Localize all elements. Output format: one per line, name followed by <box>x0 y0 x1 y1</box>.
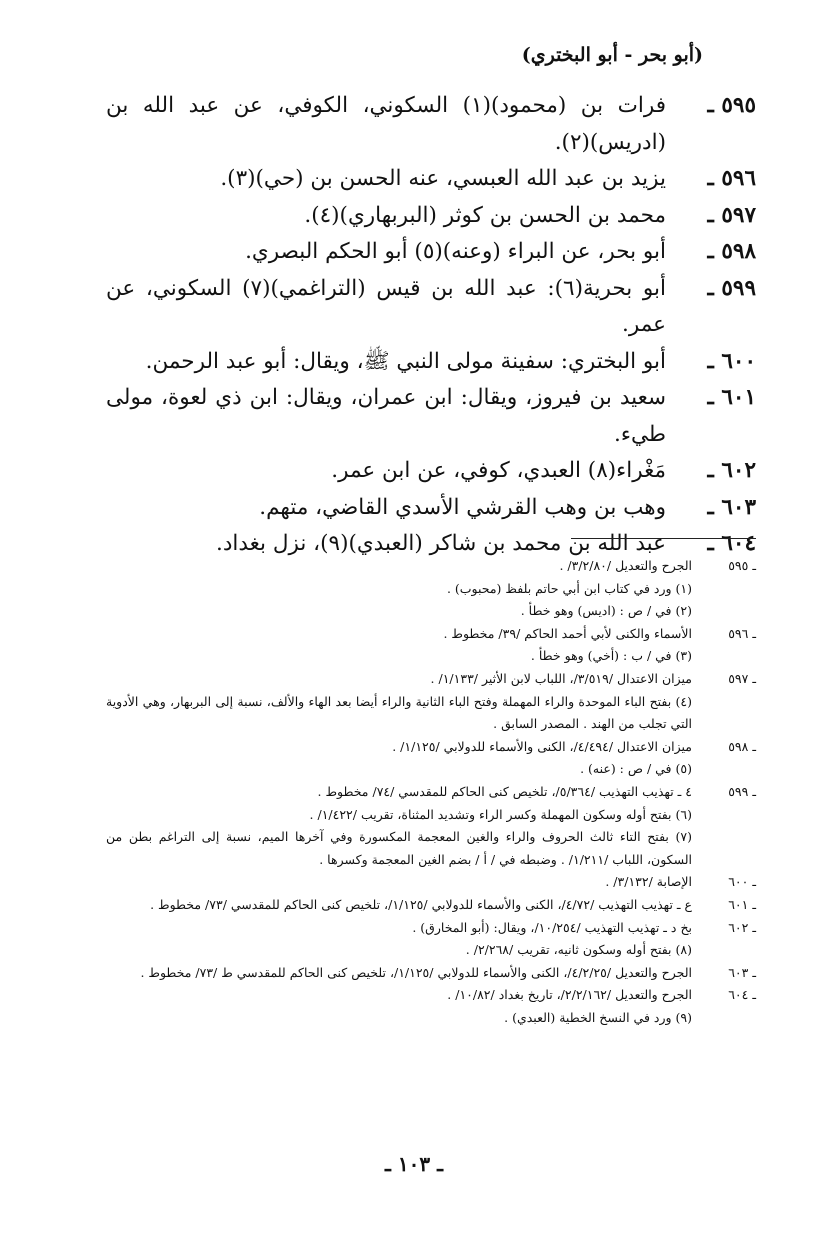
footnote-number: ـ ٦٠٢ <box>728 919 756 935</box>
footnote <box>106 600 756 623</box>
footnote-text: ميزان الاعتدال /٣/٥١٩/، اللباب لابن الأثير /١/١٣٣/ . <box>430 670 692 686</box>
footnote-text: بخ د ـ تهذيب التهذيب /١٠/٢٥٤/، ويقال: (أبو المخارق) . <box>412 919 692 935</box>
entry-text: فرات بن (محمود)(١) السكوني، الكوفي، عن عبد الله بن (ادريس)(٢). <box>106 93 666 155</box>
entry-595 <box>106 88 756 161</box>
footnote-text: (٩) ورد في النسخ الخطية (العبدي) . <box>504 1009 692 1025</box>
footnote-number: ـ ٦٠٠ <box>728 874 756 890</box>
entry-text: أبو بحر، عن البراء (وعنه)(٥) أبو الحكم البصري. <box>245 239 666 264</box>
entry-number: ٦٠٢ ـ <box>707 458 756 483</box>
footnote-divider <box>571 538 756 539</box>
entry-text: عبد الله بن محمد بن شاكر (العبدي)(٩)، نزل بغداد. <box>216 531 666 556</box>
footnote <box>106 917 756 940</box>
entry-number: ٥٩٧ ـ <box>707 202 756 228</box>
footnote <box>106 781 756 804</box>
footnote-number: ـ ٥٩٥ <box>728 558 756 573</box>
footnote <box>106 758 756 781</box>
entry-text: وهب بن وهب القرشي الأسدي القاضي، متهم. <box>259 494 666 520</box>
footnote <box>106 668 756 691</box>
footnote-number: ـ ٦٠٣ <box>728 964 756 980</box>
footnote-text: ميزان الاعتدال /٤/٤٩٤/، الكنى والأسماء للدولابي /١/١٢٥/ . <box>392 738 692 754</box>
footnote-number: ـ ٥٩٦ <box>728 625 756 641</box>
footnote <box>106 939 756 962</box>
footnote <box>106 871 756 894</box>
footnote-text: (٤) بفتح الباء الموحدة والراء المهملة وفتح الباء الثانية والراء أيضا بعد الهاء والألف، نسبة إلى البربهار، وهي الأدوية التي تجلب من الهند . المصدر السابق . <box>106 693 692 732</box>
footnote <box>106 623 756 646</box>
entry-number: ٥٩٩ ـ <box>707 275 756 301</box>
footnote-text: (٧) بفتح التاء ثالث الحروف والراء والغين المعجمة المكسورة وفي آخرها الميم، نسبة إلى التراغم بطن من السكون، اللباب /١/٢١١/ . وضبطه في / أ / بضم الغين المعجمة وكسرها . <box>106 829 692 867</box>
footnote-text: (٢) في / ص : (اديس) وهو خطأ . <box>520 603 692 619</box>
footnote-text: ٤ ـ تهذيب التهذيب /٥/٣٦٤/، تلخيص كنى الحاكم للمقدسي /٧٤/ مخطوط . <box>317 783 692 799</box>
running-header: (أبو بحر - أبو البختري) <box>521 44 703 66</box>
footnote <box>106 578 756 601</box>
page-number: ـ ١٠٣ ـ <box>385 1152 443 1176</box>
entry-number: ٦٠٣ ـ <box>707 494 756 520</box>
footnote <box>106 645 756 668</box>
entry-text: أبو البختري: سفينة مولى النبي ﷺ، ويقال: أبو عبد الرحمن. <box>145 348 666 374</box>
footnote-text: (٥) في / ص : (عنه) . <box>580 761 692 777</box>
footnote-text: (١) ورد في كتاب ابن أبي حاتم بلفظ (محبوب) . <box>446 580 692 596</box>
footnote <box>106 826 756 871</box>
entry-599 <box>106 271 756 344</box>
entry-602 <box>106 453 756 490</box>
entry-number: ٥٩٥ ـ <box>707 93 756 118</box>
footnote-text: ع ـ تهذيب التهذيب /٤/٧٢/، الكنى والأسماء للدولابي /١/١٢٥/، تلخيص كنى الحاكم للمقدسي /٧٣/ مخطوط . <box>150 896 692 912</box>
footnote <box>106 962 756 985</box>
entry-603 <box>106 490 756 527</box>
footnote-number: ـ ٥٩٧ <box>728 670 756 686</box>
entry-601 <box>106 380 756 453</box>
footnote-text: (٨) بفتح أوله وسكون ثانيه، تقريب /٢/٢٦٨/ . <box>465 942 692 958</box>
entry-number: ٦٠٠ ـ <box>707 348 756 374</box>
entry-text: أبو بحرية(٦): عبد الله بن قيس (التراغمي)(٧) السكوني، عن عمر. <box>106 275 666 337</box>
entry-number: ٦٠١ ـ <box>707 385 756 410</box>
entry-text: محمد بن الحسن بن كوثر (البربهاري)(٤). <box>304 202 666 228</box>
entry-text: سعيد بن فيروز، ويقال: ابن عمران، ويقال: ابن ذي لعوة، مولى طيء. <box>106 385 666 447</box>
footnote <box>106 984 756 1007</box>
footnote <box>106 555 756 578</box>
footnote-text: (٦) بفتح أوله وسكون المهملة وكسر الراء وتشديد المثناة، تقريب /١/٤٢٢/ . <box>309 806 692 822</box>
entry-600 <box>106 344 756 381</box>
entries-list <box>106 88 756 563</box>
entry-number: ٥٩٦ ـ <box>707 166 756 191</box>
footnote-number: ـ ٦٠١ <box>728 896 756 912</box>
footnote-text: الأسماء والكنى لأبي أحمد الحاكم /٣٩/ مخطوط . <box>443 625 692 641</box>
entry-598 <box>106 234 756 271</box>
footnote <box>106 894 756 917</box>
footnote-number: ـ ٦٠٤ <box>728 987 756 1003</box>
footnote <box>106 736 756 759</box>
footnote <box>106 691 756 736</box>
footnote <box>106 804 756 827</box>
footnote-text: الإصابة /٣/١٣٢/ . <box>605 874 692 890</box>
footnote-number: ـ ٥٩٩ <box>728 783 756 799</box>
entry-596 <box>106 161 756 198</box>
entry-text: مَغْراء(٨) العبدي، كوفي، عن ابن عمر. <box>331 458 666 483</box>
footnote-text: الجرح والتعديل /٣/٢/٨٠/ . <box>559 558 692 573</box>
footnote-text: الجرح والتعديل /٤/٢/٢٥/، الكنى والأسماء للدولابي /١/١٢٥/، تلخيص كنى الحاكم للمقدسي ط /٧٣/ مخطوط . <box>140 964 692 980</box>
entry-597 <box>106 198 756 235</box>
entry-number: ٦٠٤ ـ <box>707 531 756 556</box>
entry-text: يزيد بن عبد الله العبسي، عنه الحسن بن (حي)(٣). <box>220 166 666 191</box>
footnote-text: (٣) في / ب : (أخي) وهو خطأ . <box>530 648 692 664</box>
footnote-number: ـ ٥٩٨ <box>728 738 756 754</box>
footnote-text: الجرح والتعديل /٢/٢/١٦٢/، تاريخ بغداد /١٠/٨٢/ . <box>447 987 692 1003</box>
footnote <box>106 1007 756 1030</box>
entry-number: ٥٩٨ ـ <box>707 239 756 264</box>
footnotes-list <box>106 555 756 1029</box>
